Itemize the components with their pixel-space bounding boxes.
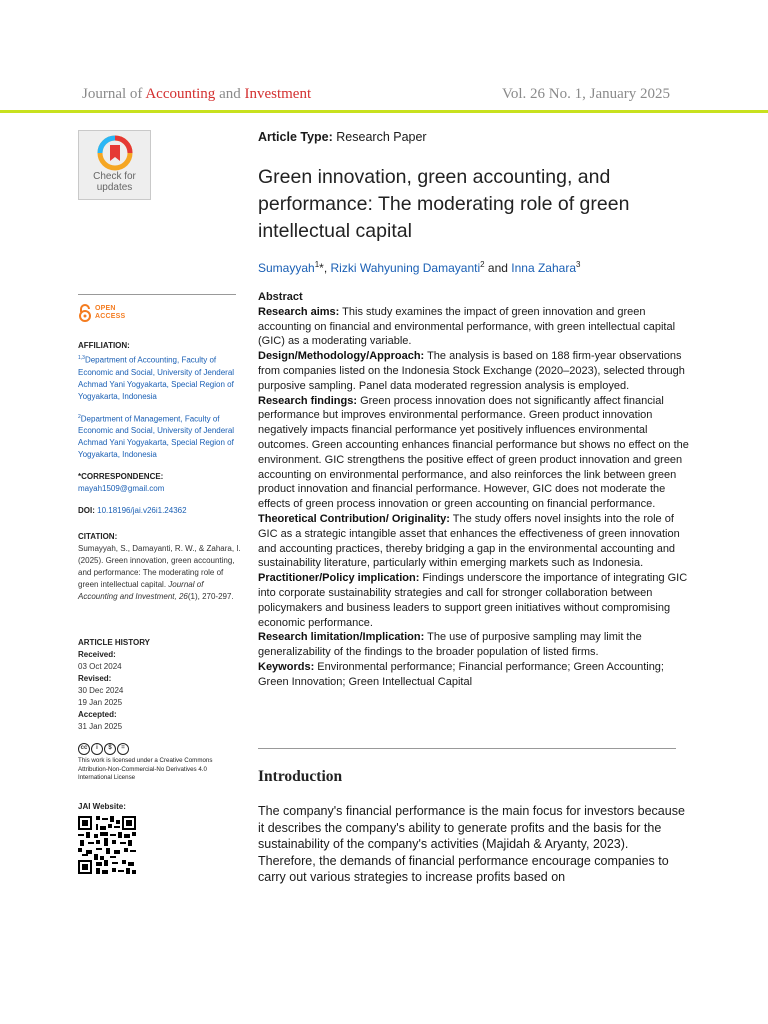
journal-word-accounting: Accounting (145, 86, 216, 102)
open-access-badge (78, 304, 125, 322)
affiliation-1: $^{1,3}$Department of Accounting, Faculty of Economic and Social, University of Jenderal Achmad Yani Yogyakarta, Special Region of Yogyakarta, Indonesia (78, 355, 235, 401)
open-access-line2: ACCESS (95, 313, 126, 320)
license-text: This work is licensed under a Creative Commons Attribution-Non-Commercial-No Derivatives 4.0 International License (78, 757, 213, 781)
introduction-body: The company's financial performance is the main focus for investors because it describes the company's ability to generate profits and the basis for the sustainability of the company's activities (Majidah & Aryanty, 2023). Therefore, the demands of financial performance encourage companies to carry out various strategies to increase profits based on (258, 804, 685, 884)
doi-label: DOI: (78, 506, 95, 515)
journal-word-investment: Investment (244, 86, 312, 102)
doi-link[interactable]: 10.18196/jai.v26i1.24362 (97, 506, 187, 515)
open-access-lock-icon (78, 304, 92, 322)
revised-date-2: 19 Jan 2025 (78, 698, 123, 707)
correspondence-section (78, 471, 248, 495)
received-date: 03 Oct 2024 (78, 662, 122, 671)
by-icon: i (91, 743, 103, 755)
website-qr-code-icon[interactable] (78, 816, 136, 874)
article-title: Green innovation, green accounting, and performance: The moderating role of green intellectual capital (258, 166, 630, 242)
affiliation-2: $^2$Department of Management, Faculty of Economic and Social, University of Jenderal Achmad Yani Yogyakarta, Special Region of Yogyakarta, Indonesia (78, 413, 235, 460)
journal-name: Journal of Accounting and Investment (82, 86, 312, 102)
nd-icon: = (117, 743, 129, 755)
accepted-label: Accepted: (78, 710, 117, 719)
abstract-heading: Abstract (258, 291, 303, 303)
article-type: Article Type: Research Paper (258, 130, 427, 144)
author-link-zahara[interactable]: Inna Zahara (511, 261, 576, 275)
revised-label: Revised: (78, 674, 112, 683)
crossmark-icon (97, 135, 133, 171)
revised-date-1: 30 Dec 2024 (78, 686, 124, 695)
license-section (78, 743, 218, 783)
abstract-keywords: Keywords: Environmental performance; Financial performance; Green Accounting; Green Innovation; Green Intellectual Capital (258, 660, 664, 688)
website-section (78, 801, 248, 813)
accepted-date: 31 Jan 2025 (78, 722, 123, 731)
article-history-section (78, 637, 248, 733)
abstract-block (258, 290, 690, 690)
abstract-aims: Research aims: This study examines the impact of green innovation and green accounting on financial and environmental performance, with green intellectual capital (GIC) as a moderating variable. (258, 305, 676, 348)
author-link-damayanti[interactable]: Rizki Wahyuning Damayanti (330, 261, 481, 275)
correspondence-label: *CORRESPONDENCE: (78, 472, 164, 481)
check-label-1: Check for (93, 171, 136, 182)
abstract-limitation: Research limitation/Implication: The use of purposive sampling may limit the generalizability of the findings to the broader population of listed firms. (258, 631, 642, 659)
affiliation-section (78, 340, 248, 461)
abstract-design: Design/Methodology/Approach: The analysis is based on 188 firm-year observations from companies listed on the Indonesia Stock Exchange (2020–2023), selected through purposive sampling. Panel data moderated regression analysis is employed. (258, 350, 685, 392)
affiliation-label: AFFILIATION: (78, 341, 130, 350)
abstract-practice: Practitioner/Policy implication: Findings underscore the importance of integrating GIC into corporate sustainability strategies and call for stronger collaboration between policymakers and business leaders to support green initiatives without compromising economic performance. (258, 572, 688, 629)
open-access-line1: OPEN (95, 305, 116, 312)
citation-label: CITATION: (78, 532, 118, 541)
received-label: Received: (78, 650, 116, 659)
history-label: ARTICLE HISTORY (78, 638, 151, 647)
correspondence-email-link[interactable]: mayah1509@gmail.com (78, 484, 165, 493)
citation-text: Sumayyah, S., Damayanti, R. W., & Zahara, I. (2025). Green innovation, green accounting, and performance: The moderating role of green intellectual capital. Journal of Accounting and Investment, 26(1), 270-297. (78, 544, 241, 601)
left-divider (78, 294, 236, 295)
header-rule (0, 110, 768, 113)
abstract-findings: Research findings: Green process innovation does not significantly affect financial performance but improves environmental performance. Green product innovation negatively impacts financial performance yet positively influences environmental outcomes. Green accounting enhances financial performance but shows no effect on the environment. GIC strengthens the positive effect of green product innovation and green accounting on environmental performance, and also reinforces the link between green product innovation and financial performance. However, GIC does not moderate the effects of green process innovation or green accounting on financial performance. (258, 394, 689, 511)
citation-section (78, 531, 244, 603)
abstract-end-divider (258, 748, 676, 749)
nc-icon: $ (104, 743, 116, 755)
author-list: Sumayyah$^1$*, Rizki Wahyuning Damayanti$^2$ and Inna Zahara$^3$ (258, 260, 581, 275)
author-link-sumayyah[interactable]: Sumayyah (258, 261, 315, 275)
introduction-heading: Introduction (258, 768, 343, 785)
cc-icon: cc (78, 743, 90, 755)
doi-section (78, 505, 248, 517)
check-label-2: updates (96, 182, 133, 193)
abstract-theory: Theoretical Contribution/ Originality: The study offers novel insights into the role of GIC as a strategic intangible asset that enhances the effectiveness of green innovation and accounting practices, thereby bridging a gap in the environmental accounting and sustainability literature, particularly within emerging markets such as Indonesia. (258, 512, 680, 570)
check-for-updates-badge[interactable] (78, 130, 151, 200)
cc-license-badge[interactable] (78, 743, 218, 755)
journal-header (0, 0, 768, 112)
volume-info: Vol. 26 No. 1, January 2025 (501, 86, 670, 102)
website-label: JAI Website: (78, 802, 126, 811)
